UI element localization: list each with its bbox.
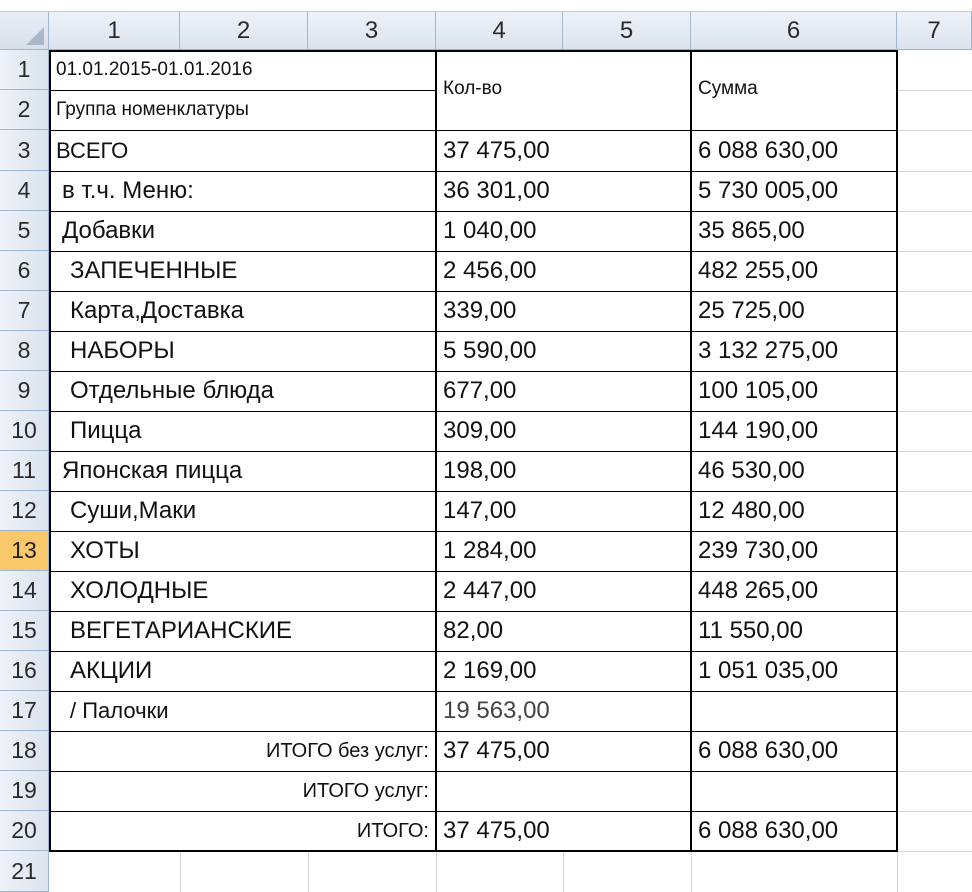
column-header[interactable]: 2 [180, 12, 308, 50]
table-row-qty: 339,00 [443, 297, 517, 324]
group-label: Группа номенклатуры [56, 99, 249, 120]
table-row-qty: 82,00 [443, 617, 504, 644]
row-header[interactable]: 2 [0, 90, 49, 130]
table-row-qty: 37 475,00 [443, 136, 550, 164]
table-border [49, 811, 898, 812]
table-row-sum: 448 265,00 [698, 577, 819, 604]
table-border [49, 50, 898, 52]
table-border [49, 771, 898, 772]
sum-header: Сумма [698, 78, 758, 99]
table-row-name: Карта,Доставка [70, 297, 244, 324]
row-header[interactable]: 8 [0, 331, 49, 371]
table-border [49, 251, 898, 252]
table-row-sum: 3 132 275,00 [698, 337, 839, 364]
table-row-name: в т.ч. Меню: [62, 177, 194, 204]
row-header[interactable]: 19 [0, 771, 49, 811]
row-header[interactable]: 4 [0, 171, 49, 211]
total-sum: 6 088 630,00 [698, 737, 839, 764]
table-border [49, 291, 898, 292]
table-row-sum [692, 691, 896, 731]
table-row-qty: 309,00 [443, 417, 517, 444]
table-border [49, 130, 898, 131]
table-row-name: ВСЕГО [56, 137, 129, 163]
total-sum: 6 088 630,00 [698, 817, 839, 844]
table-row-sum: 6 088 630,00 [698, 136, 839, 164]
table-row-sum: 144 190,00 [698, 417, 819, 444]
table-row-name: Отдельные блюда [70, 377, 274, 404]
row-header[interactable]: 11 [0, 451, 49, 491]
table-row-sum: 5 730 005,00 [698, 177, 839, 204]
row-header[interactable]: 15 [0, 611, 49, 651]
table-row-name: Суши,Маки [70, 497, 197, 524]
row-header[interactable]: 10 [0, 411, 49, 451]
table-row-qty: 677,00 [443, 377, 517, 404]
row-header[interactable]: 20 [0, 811, 49, 851]
table-row-sum: 482 255,00 [698, 257, 819, 284]
table-row-name: ХОТЫ [70, 537, 140, 564]
table-row-sum: 46 530,00 [698, 457, 805, 484]
table-row-qty: 5 590,00 [443, 337, 537, 364]
column-header[interactable]: 1 [49, 12, 180, 50]
table-border [49, 571, 898, 572]
table-row-qty: 1 284,00 [443, 537, 537, 564]
table-border [49, 211, 898, 212]
table-border [49, 371, 898, 372]
total-sum [692, 771, 896, 811]
table-row-sum: 239 730,00 [698, 537, 819, 564]
table-row-name: Японская пицца [62, 457, 243, 484]
row-header[interactable]: 7 [0, 291, 49, 331]
total-label: ИТОГО без услуг: [265, 739, 429, 762]
qty-header: Кол-во [443, 78, 503, 99]
report-period: 01.01.2015-01.01.2016 [56, 59, 253, 80]
table-border [49, 491, 898, 492]
table-row-name: НАБОРЫ [70, 337, 175, 364]
row-header[interactable]: 13 [0, 531, 49, 571]
row-header[interactable]: 21 [0, 851, 49, 892]
table-border [49, 850, 898, 852]
row-header[interactable]: 6 [0, 251, 49, 291]
select-all-corner[interactable] [0, 12, 49, 50]
column-header[interactable]: 7 [897, 12, 972, 50]
table-row-qty: 1 040,00 [443, 217, 537, 244]
table-border [49, 331, 898, 332]
table-row-name: Добавки [62, 217, 156, 244]
select-all-triangle-icon [26, 27, 44, 45]
table-border [49, 611, 898, 612]
table-row-sum: 1 051 035,00 [698, 657, 839, 684]
table-row-name: ХОЛОДНЫЕ [70, 577, 209, 604]
table-border [49, 731, 898, 732]
row-header[interactable]: 16 [0, 651, 49, 691]
table-row-name: ВЕГЕТАРИАНСКИЕ [70, 617, 293, 644]
table-row-qty: 198,00 [443, 457, 517, 484]
table-border [49, 691, 898, 692]
row-header[interactable]: 18 [0, 731, 49, 771]
table-row-name: АКЦИИ [70, 657, 153, 684]
total-qty: 37 475,00 [443, 817, 550, 844]
table-row-sum: 12 480,00 [698, 497, 805, 524]
table-row-qty: 2 169,00 [443, 657, 537, 684]
table-row-name: / Палочки [70, 698, 169, 723]
table-border [49, 651, 898, 652]
table-row-qty: 2 447,00 [443, 577, 537, 604]
table-row-qty: 2 456,00 [443, 257, 537, 284]
table-border [49, 171, 898, 172]
total-qty: 37 475,00 [443, 737, 550, 764]
table-border [49, 531, 898, 532]
table-row-sum: 11 550,00 [698, 617, 803, 644]
row-header[interactable]: 5 [0, 211, 49, 251]
column-header[interactable]: 4 [436, 12, 563, 50]
table-row-sum: 35 865,00 [698, 217, 805, 244]
table-row-name: ЗАПЕЧЕННЫЕ [70, 257, 238, 284]
total-label: ИТОГО услуг: [302, 779, 429, 802]
table-row-qty: 147,00 [443, 497, 517, 524]
table-row-sum: 100 105,00 [698, 377, 819, 404]
table-row-qty: 19 563,00 [443, 697, 550, 724]
column-header[interactable]: 6 [691, 12, 897, 50]
column-header[interactable]: 3 [308, 12, 436, 50]
row-header[interactable]: 1 [0, 50, 49, 90]
table-row-qty: 36 301,00 [443, 177, 550, 204]
row-header[interactable]: 9 [0, 371, 49, 411]
table-border [49, 411, 898, 412]
row-header[interactable]: 12 [0, 491, 49, 531]
total-label: ИТОГО: [356, 819, 429, 842]
total-qty [437, 771, 690, 811]
row-header[interactable]: 3 [0, 130, 49, 171]
formula-bar-edge [0, 0, 972, 12]
row-header[interactable]: 14 [0, 571, 49, 611]
table-border [49, 451, 898, 452]
table-row-sum: 25 725,00 [698, 297, 805, 324]
row-header[interactable]: 17 [0, 691, 49, 731]
table-border [49, 90, 437, 91]
column-header[interactable]: 5 [563, 12, 691, 50]
table-row-name: Пицца [70, 417, 142, 444]
